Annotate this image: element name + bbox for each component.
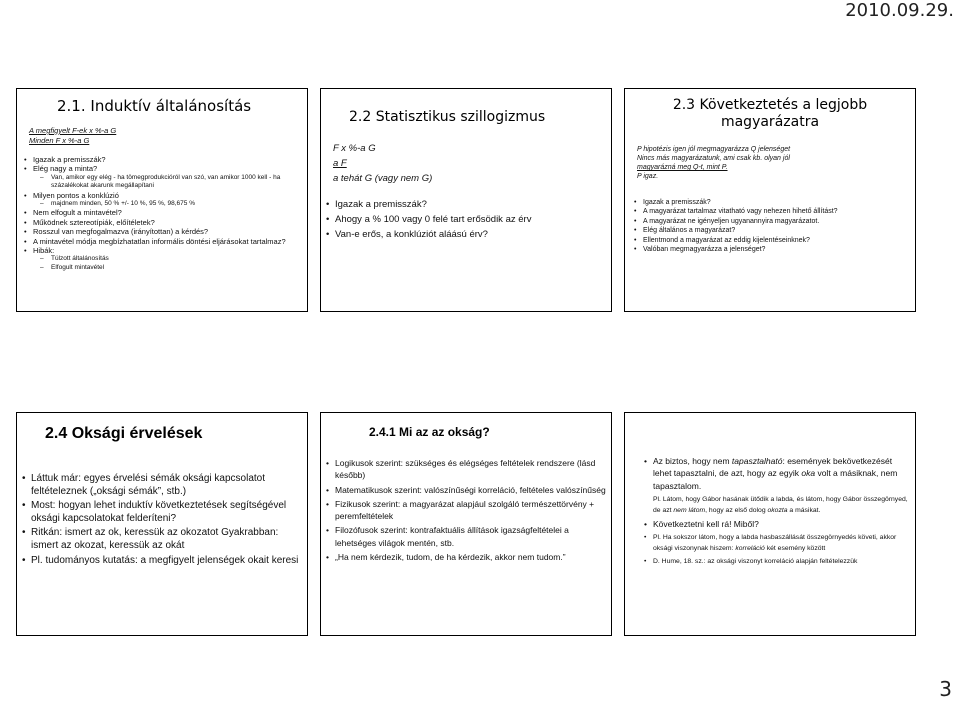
bullet-list [335,197,605,242]
slide-title [625,97,915,131]
bullet-list [335,457,607,565]
emphasis-text: tapasztalható [731,456,783,466]
text-run: Pl. Látom, hogy Gábor hasának ütődik a labda, és látom, hogy Gábor összegörnyed, de azt [653,495,908,514]
list-item: • D. Hume, 18. sz.: az oksági viszonyt korreláció alapján feltételezzük [653,556,911,567]
hypothesis-line: a tehát G (vagy nem G) [333,173,433,184]
emphasis-text: nem látom [673,506,706,514]
slide-title-line: 2.3 Következtetés a legjobb [672,97,868,113]
text-run: volt a másiknak, nem tapasztalom. [653,468,898,491]
list-item: • Matematikusok szerint: valószínűségi korreláció, feltételes valószínűség [335,484,607,496]
emphasis-text: oka [801,468,816,479]
hypothesis-block [333,141,432,186]
list-item: • Igazak a premisszák? [335,197,605,212]
list-subitem: – majdnem minden, 50 % +/- 10 %, 95 %, 98,675 % [51,200,303,208]
page-number: 3 [939,677,952,701]
list-item: • Igazak a premisszák? [33,155,303,164]
text-run: , hogy az első dolog [705,506,768,514]
list-item: • „Ha nem kérdezik, tudom, de ha kérdezik, akkor nem tudom.” [335,551,607,563]
hypothesis-line: F x %-a G [333,143,376,154]
list-item: • A magyarázat tartalmaz vitatható vagy nehezen hihető állítást? [643,207,911,216]
text-run: : események bekövetkezését lehet tapasztalni, de azt, hogy az egyik [653,456,893,479]
text-run: két esemény között [764,545,826,553]
list-item: • Igazak a premisszák? [643,198,911,207]
slide-causal-arguments [16,412,308,636]
list-item: • Nem elfogult a mintavétel? [33,208,303,217]
hypothesis-block [637,145,907,181]
bullet-list [31,473,303,569]
hypothesis-line: Nincs más magyarázatunk, ami csak kb. olyan jól [637,155,790,162]
bullet-list [643,198,911,254]
slide-statistical-syllogism [320,88,612,312]
hypothesis-line: magyarázná meg Q-t, mint P. [637,164,728,171]
list-item: • Láttuk már: egyes érvelési sémák oksági kapcsolatot feltételeznek („oksági sémák”, stb.) [31,473,303,498]
slide-title: 2.2 Statisztikus szillogizmus [349,109,546,125]
list-item: • Hibák: [33,246,303,255]
hypothesis-line: a F [333,158,347,169]
list-item: • Ritkán: ismert az ok, keressük az okozatot Gyakrabban: ismert az okozat, keressük az okát [31,527,303,552]
list-subitem: – Túlzott általánosítás [51,255,303,263]
hypothesis-block [29,126,116,146]
emphasis-text: korreláció [735,545,765,553]
list-item: • A magyarázat ne igényeljen ugyanannyira magyarázatot. [643,217,911,226]
bullet-list [33,155,303,272]
list-item: • Fizikusok szerint: a magyarázat alapjául szolgáló természettörvény + peremfeltételek [335,498,607,523]
list-item: • Milyen pontos a konklúzió [33,191,303,200]
slide-what-is-causality [320,412,612,636]
hypothesis-line: P igaz. [637,173,659,180]
slide-title: 2.4.1 Mi az az okság? [369,425,490,439]
list-item: • Most: hogyan lehet induktív következtetések segítségével oksági kapcsolatokat felderíteni? [31,500,303,525]
text-run: Pl. Ha sokszor látom, hogy a labda hasbaszállását összegörnyedés követi, akkor oksági viszonynak hiszem: [653,534,897,553]
hypothesis-line: P hipotézis igen jól megmagyarázza Q jelenséget [637,146,791,153]
list-item: • Pl. tudományos kutatás: a megfigyelt jelenségek okait keresi [31,555,303,568]
list-item: • Következtetni kell rá! Miből? [653,518,911,530]
list-item: • Ahogy a % 100 vagy 0 felé tart erősödik az érv [335,212,605,227]
list-item: • Elég általános a magyarázat? [643,226,911,235]
list-subitem: – Elfogult mintavétel [51,264,303,272]
hypothesis-line: A megfigyelt F-ek x %-a G [29,126,117,135]
page-date: 2010.09.29. [845,0,954,21]
list-item: • Működnek sztereotípiák, előítéletek? [33,218,303,227]
list-item: • Ellentmond a magyarázat az eddig kijelentéseinknek? [643,236,911,245]
list-item: • Valóban megmagyarázza a jelenséget? [643,245,911,254]
list-item: • Logikusok szerint: szükséges és elégséges feltételek rendszere (lásd később) [335,457,607,482]
bullet-list [653,455,911,569]
text-run: a másikat. [787,506,821,514]
slide-inductive-generalization [16,88,308,312]
list-subitem [653,494,911,516]
slide-best-explanation [624,88,916,312]
hypothesis-line: Minden F x %-a G [29,136,90,145]
list-item: • Van-e erős, a konklúziót aláású érv? [335,227,605,242]
emphasis-text: okozta [767,506,788,514]
slide-causality-observation [624,412,916,636]
list-item [653,455,911,492]
list-item: • Elég nagy a minta? [33,164,303,173]
list-item [653,532,911,554]
slide-title: 2.1. Induktív általánosítás [57,97,252,115]
slide-title-line: magyarázatra [720,114,820,130]
list-item: • Rosszul van megfogalmazva (irányítottan) a kérdés? [33,227,303,236]
text-run: Az biztos, hogy nem [653,456,732,466]
slide-title: 2.4 Oksági érvelések [45,425,203,442]
list-item: • A mintavétel módja megbízhatatlan informális döntési eljárásokat tartalmaz? [33,237,303,246]
list-subitem: – Van, amikor egy elég - ha tömegprodukcióról van szó, van amikor 1000 kell - ha százalékokat akarunk megállapítani [51,174,303,191]
list-item: • Filozófusok szerint: kontrafaktuális állítások igazságfeltételei a lehetséges világok mentén, stb. [335,524,607,549]
